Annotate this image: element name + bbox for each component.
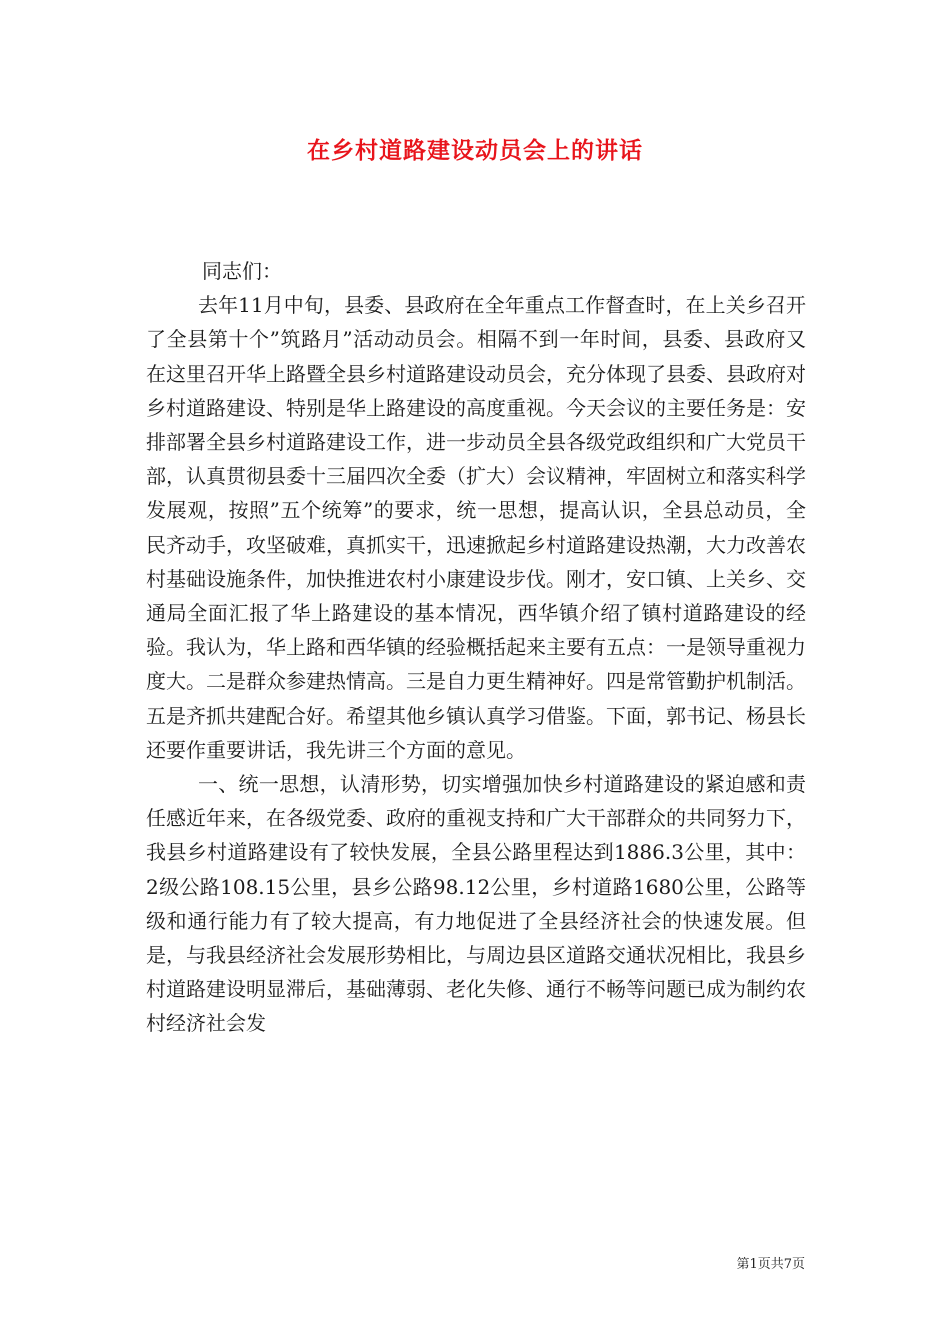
document-body (146, 254, 806, 1041)
document-title: 在乡村道路建设动员会上的讲话 (307, 137, 643, 164)
page-number-footer: 第1页共7页 (736, 1257, 805, 1272)
body-paragraph-1: 去年11月中旬，县委、县政府在全年重点工作督查时，在上关乡召开了全县第十个”筑路月”活动动员会。相隔不到一年时间，县委、县政府又在这里召开华上路暨全县乡村道路建设动员会，充分体现了县委、县政府对乡村道路建设、特别是华上路建设的高度重视。今天会议的主要任务是：安排部署全县乡村道路建设工作，进一步动员全县各级党政组织和广大党员干部，认真贯彻县委十三届四次全委（扩大）会议精神，牢固树立和落实科学发展观，按照”五个统筹”的要求，统一思想，提高认识，全县总动员，全民齐动手，攻坚破难，真抓实干，迅速掀起乡村道路建设热潮，大力改善农村基础设施条件，加快推进农村小康建设步伐。刚才，安口镇、上关乡、交通局全面汇报了华上路建设的基本情况，西华镇介绍了镇村道路建设的经验。我认为，华上路和西华镇的经验概括起来主要有五点：一是领导重视力度大。二是群众参建热情高。三是自力更生精神好。四是常管勤护机制活。五是齐抓共建配合好。希望其他乡镇认真学习借鉴。下面，郭书记、杨县长还要作重要讲话，我先讲三个方面的意见。 (146, 293, 806, 762)
body-paragraph-2: 一、统一思想，认清形势，切实增强加快乡村道路建设的紧迫感和责任感近年来，在各级党委、政府的重视支持和广大干部群众的共同努力下，我县乡村道路建设有了较快发展，全县公路里程达到1886.3公里，其中：2级公路108.15公里，县乡公路98.12公里，乡村道路1680公里，公路等级和通行能力有了较大提高，有力地促进了全县经济社会的快速发展。但是，与我县经济社会发展形势相比，与周边县区道路交通状况相比，我县乡村道路建设明显滞后，基础薄弱、老化失修、通行不畅等问题已成为制约农村经济社会发 (146, 772, 806, 1036)
greeting-paragraph: 同志们： (202, 259, 282, 283)
